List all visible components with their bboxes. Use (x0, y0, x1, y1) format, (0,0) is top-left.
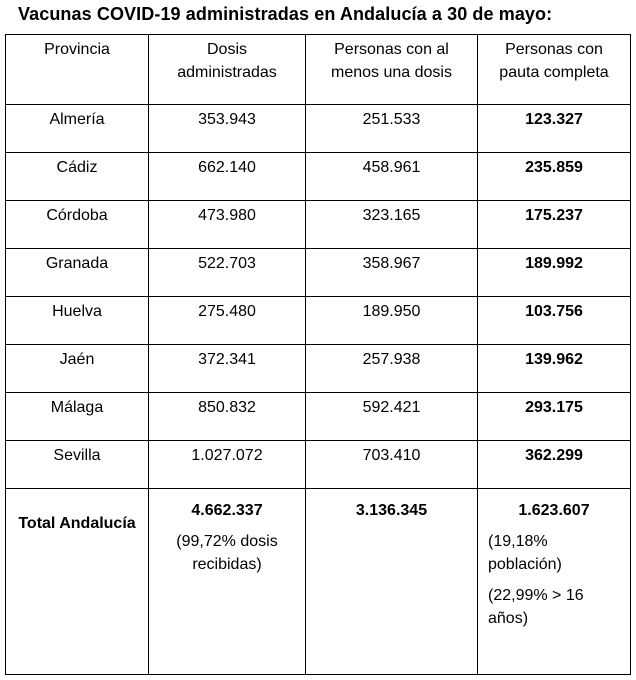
cell-provincia: Granada (6, 249, 149, 297)
table-row (6, 345, 631, 393)
cell-pauta: 103.756 (478, 297, 631, 345)
page-title: Vacunas COVID-19 administradas en Andalucía a 30 de mayo: (18, 4, 553, 24)
header-pauta: Personas con pauta completa (478, 35, 631, 105)
table-header-row (6, 35, 631, 105)
header-provincia: Provincia (6, 35, 149, 105)
cell-una-dosis: 251.533 (306, 105, 478, 153)
cell-provincia: Huelva (6, 297, 149, 345)
cell-dosis: 850.832 (149, 393, 306, 441)
table-row (6, 441, 631, 489)
cell-una-dosis: 358.967 (306, 249, 478, 297)
total-una-dosis-cell (306, 489, 478, 675)
total-dosis-note: (99,72% dosis recibidas) (176, 533, 278, 573)
header-una-dosis: Personas con al menos una dosis (306, 35, 478, 105)
cell-pauta: 362.299 (478, 441, 631, 489)
cell-dosis: 275.480 (149, 297, 306, 345)
cell-una-dosis: 323.165 (306, 201, 478, 249)
table-row (6, 297, 631, 345)
total-pauta: 1.623.607 (518, 502, 590, 519)
cell-provincia: Córdoba (6, 201, 149, 249)
vaccination-table (5, 34, 631, 675)
table-row (6, 249, 631, 297)
cell-dosis: 662.140 (149, 153, 306, 201)
total-una-dosis: 3.136.345 (355, 502, 428, 519)
cell-pauta: 123.327 (478, 105, 631, 153)
cell-provincia: Almería (6, 105, 149, 153)
cell-una-dosis: 257.938 (306, 345, 478, 393)
total-pauta-note-2: (22,99% > 16 años) (488, 587, 584, 627)
cell-dosis: 473.980 (149, 201, 306, 249)
cell-provincia: Cádiz (6, 153, 149, 201)
total-pauta-cell (478, 489, 631, 675)
cell-una-dosis: 458.961 (306, 153, 478, 201)
table-row (6, 393, 631, 441)
cell-pauta: 175.237 (478, 201, 631, 249)
total-pauta-note-1: (19,18% población) (488, 533, 562, 573)
cell-dosis: 353.943 (149, 105, 306, 153)
header-dosis: Dosis administradas (149, 35, 306, 105)
cell-dosis: 522.703 (149, 249, 306, 297)
cell-dosis: 1.027.072 (149, 441, 306, 489)
cell-dosis: 372.341 (149, 345, 306, 393)
cell-provincia: Jaén (6, 345, 149, 393)
cell-una-dosis: 592.421 (306, 393, 478, 441)
cell-una-dosis: 703.410 (306, 441, 478, 489)
cell-provincia: Málaga (6, 393, 149, 441)
total-label-cell (6, 489, 149, 675)
cell-provincia: Sevilla (6, 441, 149, 489)
table-row (6, 105, 631, 153)
cell-pauta: 293.175 (478, 393, 631, 441)
cell-pauta: 235.859 (478, 153, 631, 201)
table-row (6, 201, 631, 249)
cell-pauta: 189.992 (478, 249, 631, 297)
cell-una-dosis: 189.950 (306, 297, 478, 345)
total-row (6, 489, 631, 675)
total-dosis: 4.662.337 (191, 502, 263, 519)
total-dosis-cell (149, 489, 306, 675)
table-row (6, 153, 631, 201)
total-label: Total Andalucía (18, 515, 136, 532)
cell-pauta: 139.962 (478, 345, 631, 393)
